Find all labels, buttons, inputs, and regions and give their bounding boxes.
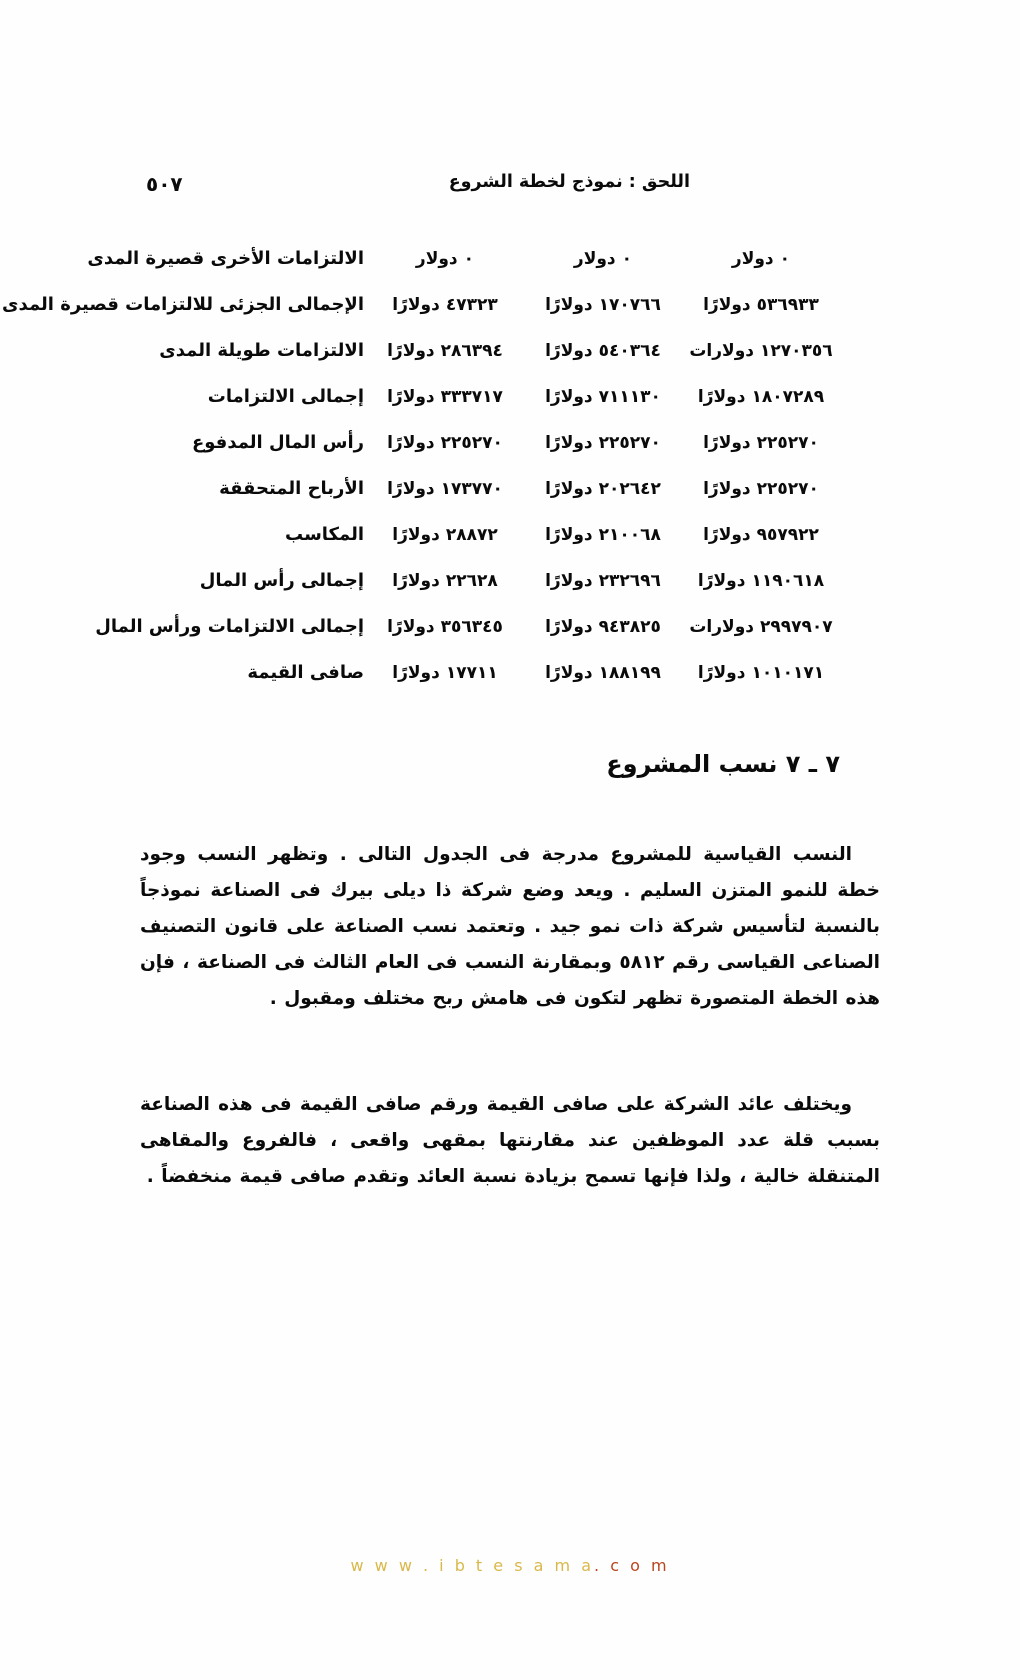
table-cell-col1	[366, 249, 524, 269]
cell-amount: ٢٢٥٢٧٠	[756, 433, 819, 453]
cell-unit: دولارًا	[545, 295, 593, 315]
table-cell-col3	[682, 341, 840, 361]
paragraph-block-1	[140, 818, 880, 1035]
cell-unit: دولارًا	[697, 387, 746, 407]
cell-unit: دولارًا	[703, 295, 751, 315]
cell-amount: ١١٩٠٦١٨	[751, 571, 825, 591]
page-number: ٥٠٧	[146, 172, 183, 196]
cell-amount: ١٠١٠١٧١	[751, 663, 825, 683]
table-cell-col2	[524, 295, 682, 315]
running-head-title: اللحق : نموذج لخطة الشروع	[448, 172, 690, 192]
cell-unit: دولارًا	[545, 663, 593, 683]
table-cell-col2	[524, 571, 682, 591]
table-cell-col3	[682, 433, 840, 453]
cell-amount: ٩٥٧٩٢٢	[756, 525, 819, 545]
table-cell-col2	[524, 663, 682, 683]
cell-amount: ١٨٨١٩٩	[598, 663, 661, 683]
cell-amount: ٠	[779, 249, 791, 269]
table-cell-col3	[682, 617, 840, 637]
cell-unit: دولارًا	[545, 387, 593, 407]
table-row-label: إجمالى الالتزامات	[207, 386, 364, 407]
table-row-label: الالتزامات الأخرى قصيرة المدى	[87, 248, 364, 269]
running-head	[130, 172, 840, 206]
cell-amount: ٤٧٣٢٣	[445, 295, 498, 315]
table-cell-col1	[366, 617, 524, 637]
table-row	[140, 386, 840, 432]
cell-unit: دولارات	[689, 617, 754, 637]
cell-unit: دولارًا	[387, 341, 435, 361]
cell-amount: ١٧٠٧٦٦	[598, 295, 661, 315]
paragraph-text: النسب القياسية للمشروع مدرجة فى الجدول التالى . وتظهر النسب وجود خطة للنمو المتزن السليم . ويعد وضع شركة ذا ديلى بيرك فى الصناعة نموذجاً بالنسبة لتأسيس شركة ذات نمو جيد . وتعتمد نسب الصناعة على قانون التصنيف الصناعى القياسى رقم ٥٨١٢ وبمقارنة النسب فى العام الثالث فى الصناعة ، فإن هذه الخطة المتصورة تظهر لتكون فى هامش ربح مختلف ومقبول .	[140, 843, 880, 1009]
cell-unit: دولارًا	[387, 387, 435, 407]
table-row	[140, 432, 840, 478]
footer-watermark	[0, 1556, 1020, 1575]
table-cell-col1	[366, 295, 524, 315]
cell-amount: ٣٣٣٧١٧	[440, 387, 503, 407]
cell-amount: ٥٣٦٩٣٣	[756, 295, 819, 315]
table-cell-col3	[682, 571, 840, 591]
table-cell-col3	[682, 249, 840, 269]
cell-unit: دولارًا	[392, 571, 440, 591]
cell-amount: ٢٢٥٢٧٠	[756, 479, 819, 499]
table-row	[2, 294, 840, 340]
financial-table	[2, 248, 840, 708]
cell-amount: ١٧٧١١	[445, 663, 498, 683]
table-cell-col3	[682, 295, 840, 315]
cell-unit: دولارات	[689, 341, 754, 361]
table-cell-col1	[366, 341, 524, 361]
cell-amount: ٢٢٥٢٧٠	[440, 433, 503, 453]
table-cell-col3	[682, 525, 840, 545]
cell-unit: دولارًا	[387, 433, 435, 453]
cell-unit: دولارًا	[703, 479, 751, 499]
table-row-label: صافى القيمة	[247, 662, 364, 683]
table-cell-col1	[366, 479, 524, 499]
paragraph-block-2	[140, 1068, 880, 1213]
cell-unit: دولارًا	[545, 433, 593, 453]
cell-amount: ٢٣٢٦٩٦	[598, 571, 661, 591]
cell-amount: ١٨٠٧٢٨٩	[751, 387, 825, 407]
cell-amount: ٢٢٥٢٧٠	[598, 433, 661, 453]
table-row	[140, 524, 840, 570]
cell-amount: ١٢٧٠٣٥٦	[760, 341, 833, 361]
table-cell-col2	[524, 479, 682, 499]
cell-unit: دولار	[415, 249, 458, 269]
table-row	[140, 662, 840, 708]
cell-amount: ٧١١١٣٠	[598, 387, 661, 407]
paragraph-text: ويختلف عائد الشركة على صافى القيمة ورقم صافى القيمة فى هذه الصناعة بسبب قلة عدد الموظفين عند مقارنتها بمقهى واقعى ، فالفروع والمقاهى المتنقلة خالية ، ولذا فإنها تسمح بزيادة نسبة العائد وتقدم صافى قيمة منخفضاً .	[140, 1093, 880, 1187]
table-cell-col3	[682, 387, 840, 407]
table-cell-col1	[366, 571, 524, 591]
table-row-label: الالتزامات طويلة المدى	[159, 340, 364, 361]
cell-unit: دولارًا	[545, 617, 593, 637]
cell-amount: ٢٨٨٧٢	[445, 525, 498, 545]
table-cell-col1	[366, 387, 524, 407]
cell-unit: دولارًا	[697, 571, 746, 591]
cell-unit: دولارًا	[545, 479, 593, 499]
table-cell-col2	[524, 249, 682, 269]
cell-unit: دولارًا	[392, 295, 440, 315]
table-row	[87, 248, 840, 294]
cell-amount: ١٧٣٧٧٠	[440, 479, 503, 499]
table-row-label: الأرباح المتحققة	[219, 478, 364, 499]
table-row	[140, 570, 840, 616]
table-cell-col2	[524, 617, 682, 637]
table-row-label: إجمالى رأس المال	[199, 570, 364, 591]
cell-unit: دولارًا	[387, 479, 435, 499]
cell-amount: ٠	[463, 249, 475, 269]
table-row	[140, 478, 840, 524]
cell-unit: دولارًا	[703, 433, 751, 453]
table-cell-col1	[366, 525, 524, 545]
cell-unit: دولارًا	[545, 341, 593, 361]
cell-amount: ٢١٠٠٦٨	[598, 525, 661, 545]
table-cell-col2	[524, 387, 682, 407]
table-cell-col3	[682, 663, 840, 683]
cell-unit: دولارًا	[545, 525, 593, 545]
table-row	[95, 616, 840, 662]
table-cell-col2	[524, 525, 682, 545]
cell-unit: دولارًا	[545, 571, 593, 591]
cell-unit: دولار	[573, 249, 616, 269]
cell-amount: ٢٢٦٢٨	[445, 571, 498, 591]
table-row-label: إجمالى الالتزامات ورأس المال	[95, 616, 364, 637]
table-cell-col3	[682, 479, 840, 499]
cell-amount: ٥٤٠٣٦٤	[598, 341, 661, 361]
table-row-label: الإجمالى الجزئى للالتزامات قصيرة المدى	[2, 294, 364, 315]
cell-unit: دولارًا	[697, 663, 746, 683]
footer-url-main: w w w . i b t e s a m a	[350, 1556, 595, 1575]
table-row	[140, 340, 840, 386]
table-row-label: المكاسب	[285, 524, 364, 545]
cell-unit: دولارًا	[392, 663, 440, 683]
table-cell-col1	[366, 433, 524, 453]
cell-amount: ٢٨٦٣٩٤	[440, 341, 503, 361]
cell-amount: ٣٥٦٣٤٥	[440, 617, 503, 637]
cell-amount: ٠	[621, 249, 633, 269]
table-cell-col2	[524, 433, 682, 453]
footer-url-tld: . c o m	[594, 1556, 670, 1575]
cell-unit: دولارًا	[392, 525, 440, 545]
cell-amount: ٢٩٩٧٩٠٧	[760, 617, 833, 637]
cell-unit: دولار	[731, 249, 774, 269]
table-cell-col1	[366, 663, 524, 683]
cell-amount: ٩٤٣٨٢٥	[598, 617, 661, 637]
table-cell-col2	[524, 341, 682, 361]
cell-unit: دولارًا	[703, 525, 751, 545]
table-row-label: رأس المال المدفوع	[191, 432, 364, 453]
cell-unit: دولارًا	[387, 617, 435, 637]
cell-amount: ٢٠٢٦٤٢	[598, 479, 661, 499]
section-heading: ٧ ـ ٧ نسب المشروع	[606, 750, 840, 778]
